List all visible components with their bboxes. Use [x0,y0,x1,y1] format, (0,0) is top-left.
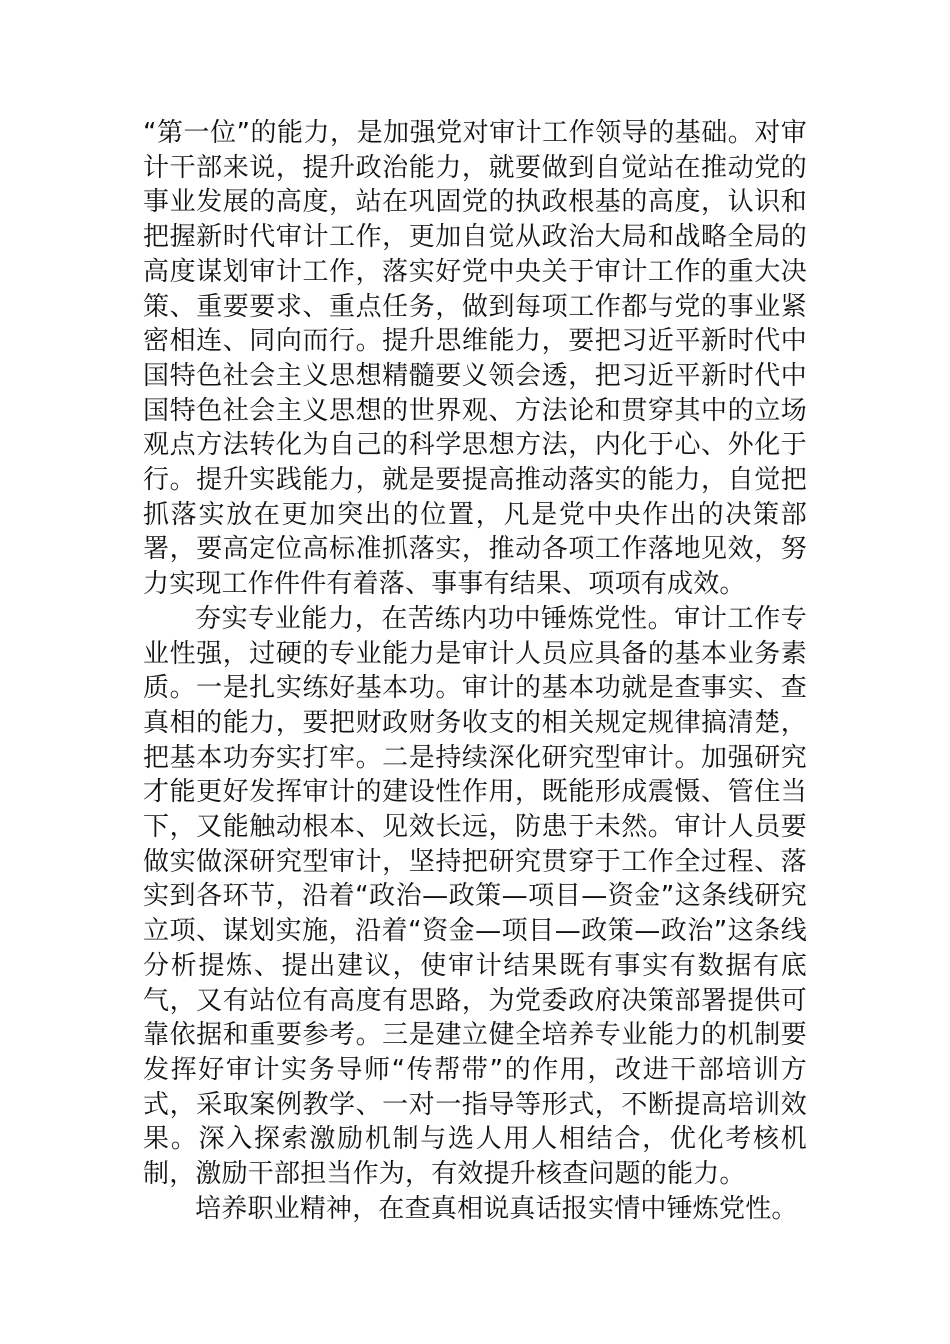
paragraph-1: “第一位”的能力，是加强党对审计工作领导的基础。对审计干部来说，提升政治能力，就要做到自觉站在推动党的事业发展的高度，站在巩固党的执政根基的高度，认识和把握新时代审计工作，更加自觉从政治大局和战略全局的高度谋划审计工作，落实好党中央关于审计工作的重大决策、重要要求、重点任务，做到每项工作都与党的事业紧密相连、同向而行。提升思维能力，要把习近平新时代中国特色社会主义思想精髓要义领会透，把习近平新时代中国特色社会主义思想的世界观、方法论和贯穿其中的立场观点方法转化为自己的科学思想方法，内化于心、外化于行。提升实践能力，就是要提高推动落实的能力，自觉把抓落实放在更加突出的位置，凡是党中央作出的决策部署，要高定位高标准抓落实，推动各项工作落地见效，努力实现工作件件有着落、事事有结果、项项有成效。 [143,118,807,600]
paragraph-2: 夯实专业能力，在苦练内功中锤炼党性。审计工作专业性强，过硬的专业能力是审计人员应具备的基本业务素质。一是扎实练好基本功。审计的基本功就是查事实、查真相的能力，要把财政财务收支的相关规定规律搞清楚，把基本功夯实打牢。二是持续深化研究型审计。加强研究才能更好发挥审计的建设性作用，既能形成震慑、管住当下，又能触动根本、见效长远，防患于未然。审计人员要做实做深研究型审计，坚持把研究贯穿于工作全过程、落实到各环节，沿着“政治—政策—项目—资金”这条线研究立项、谋划实施，沿着“资金—项目—政策—政治”这条线分析提炼、提出建议，使审计结果既有事实有数据有底气，又有站位有高度有思路，为党委政府决策部署提供可靠依据和重要参考。三是建立健全培养专业能力的机制要发挥好审计实务导师“传帮带”的作用，改进干部培训方式，采取案例教学、一对一指导等形式，不断提高培训效果。深入探索激励机制与选人用人相结合，优化考核机制，激励干部担当作为，有效提升核查问题的能力。 [143,603,807,1190]
paragraph-3: 培养职业精神，在查真相说真话报实情中锤炼党性。 [195,1193,798,1224]
body-text [143,116,807,1227]
